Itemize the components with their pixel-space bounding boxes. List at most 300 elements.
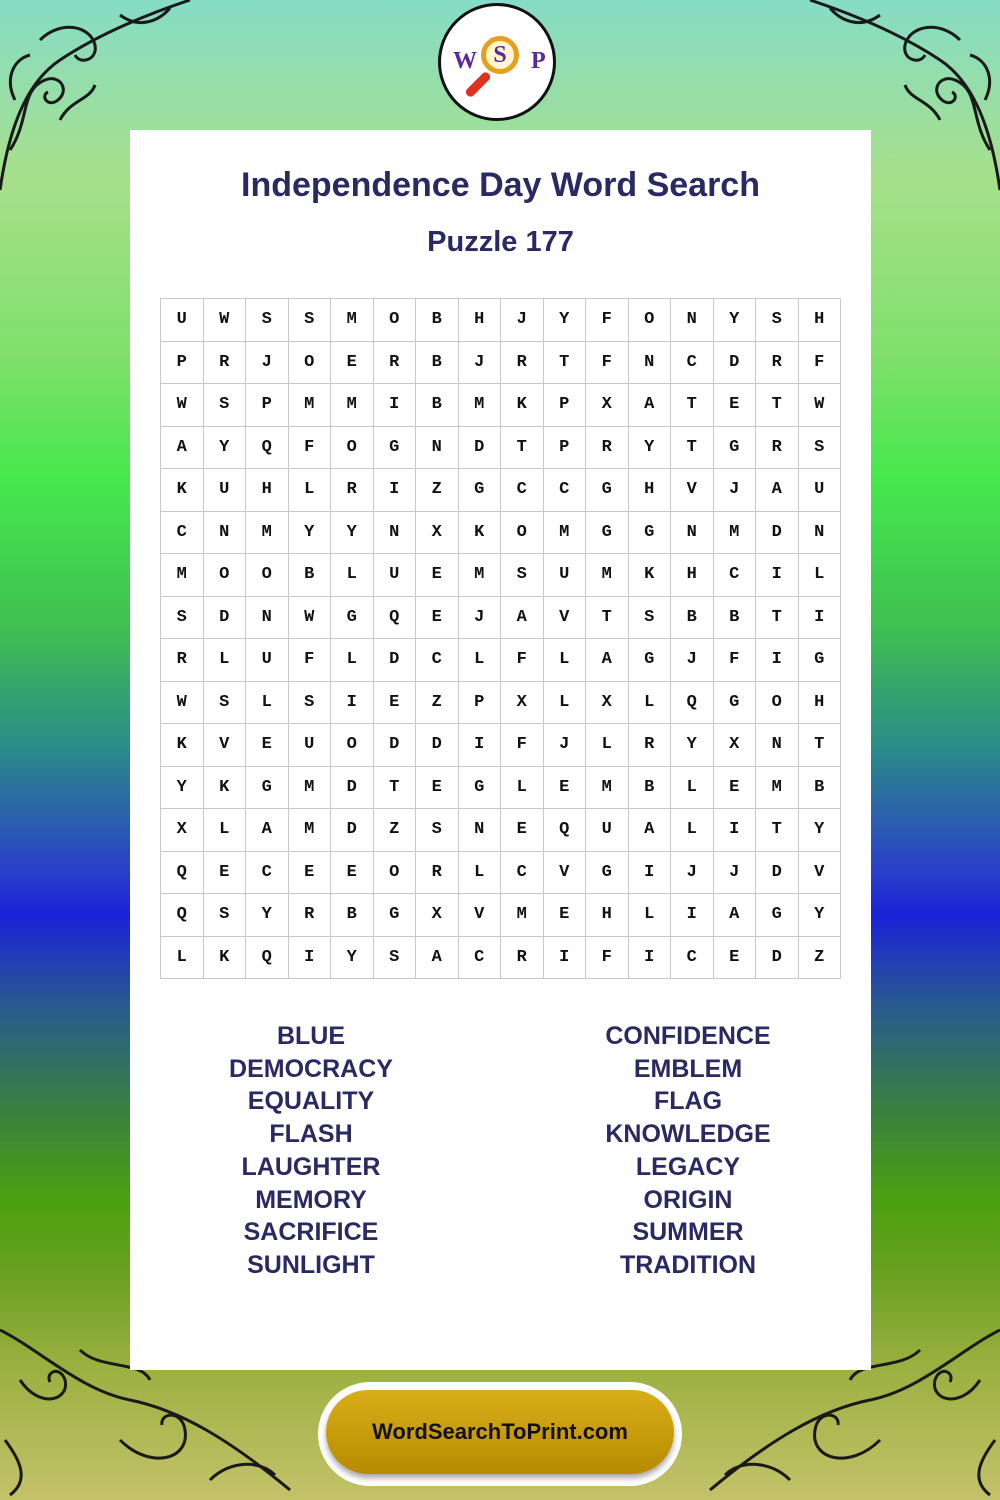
grid-cell[interactable]: C — [543, 469, 586, 512]
grid-cell[interactable]: L — [543, 681, 586, 724]
grid-cell[interactable]: I — [458, 724, 501, 767]
grid-cell[interactable]: O — [331, 724, 374, 767]
grid-cell[interactable]: T — [543, 341, 586, 384]
grid-cell[interactable]: G — [756, 894, 799, 937]
grid-cell[interactable]: L — [203, 639, 246, 682]
grid-cell[interactable]: B — [416, 341, 459, 384]
grid-cell[interactable]: Y — [798, 894, 841, 937]
grid-row — [161, 596, 841, 639]
grid-cell[interactable]: B — [798, 766, 841, 809]
grid-row — [161, 384, 841, 427]
page-title: Independence Day Word Search — [241, 166, 760, 204]
grid-cell[interactable]: R — [756, 341, 799, 384]
word-item: ORIGIN — [643, 1185, 733, 1214]
grid-cell[interactable]: R — [161, 639, 204, 682]
grid-cell[interactable]: O — [756, 681, 799, 724]
grid-cell[interactable]: E — [713, 766, 756, 809]
grid-row — [161, 639, 841, 682]
grid-row — [161, 809, 841, 852]
grid-cell[interactable]: N — [373, 511, 416, 554]
grid-cell[interactable]: J — [458, 341, 501, 384]
grid-cell[interactable]: G — [628, 511, 671, 554]
word-item: LAUGHTER — [241, 1152, 381, 1181]
grid-cell[interactable]: M — [288, 809, 331, 852]
grid-cell[interactable]: D — [373, 639, 416, 682]
grid-cell[interactable]: O — [331, 426, 374, 469]
grid-row — [161, 851, 841, 894]
grid-cell[interactable]: O — [246, 554, 289, 597]
grid-cell[interactable]: E — [543, 766, 586, 809]
grid-cell[interactable]: U — [161, 299, 204, 342]
word-item: MEMORY — [255, 1185, 367, 1214]
grid-cell[interactable]: A — [501, 596, 544, 639]
grid-cell[interactable]: I — [543, 936, 586, 979]
grid-cell[interactable]: K — [161, 724, 204, 767]
grid-cell[interactable]: O — [373, 299, 416, 342]
grid-cell[interactable]: Z — [798, 936, 841, 979]
word-item: TRADITION — [619, 1250, 757, 1279]
grid-cell[interactable]: M — [458, 554, 501, 597]
grid-cell[interactable]: L — [246, 681, 289, 724]
grid-cell[interactable]: T — [756, 809, 799, 852]
grid-cell[interactable]: B — [628, 766, 671, 809]
grid-cell[interactable]: K — [628, 554, 671, 597]
grid-cell[interactable]: E — [203, 851, 246, 894]
grid-cell[interactable]: F — [713, 639, 756, 682]
grid-cell[interactable]: R — [331, 469, 374, 512]
grid-cell[interactable]: Q — [373, 596, 416, 639]
grid-row — [161, 341, 841, 384]
grid-cell[interactable]: S — [203, 384, 246, 427]
grid-cell[interactable]: W — [288, 596, 331, 639]
grid-cell[interactable]: B — [416, 299, 459, 342]
grid-cell[interactable]: U — [373, 554, 416, 597]
grid-row — [161, 936, 841, 979]
grid-cell[interactable]: M — [246, 511, 289, 554]
grid-cell[interactable]: D — [331, 809, 374, 852]
grid-cell[interactable]: K — [501, 384, 544, 427]
grid-cell[interactable]: F — [501, 639, 544, 682]
grid-cell[interactable]: D — [331, 766, 374, 809]
grid-cell[interactable]: J — [713, 469, 756, 512]
word-item: SUMMER — [632, 1218, 744, 1247]
grid-cell[interactable]: W — [203, 299, 246, 342]
grid-cell[interactable]: J — [671, 639, 714, 682]
grid-cell[interactable]: L — [458, 851, 501, 894]
grid-cell[interactable]: P — [543, 384, 586, 427]
grid-cell[interactable]: Q — [246, 426, 289, 469]
grid-cell[interactable]: C — [416, 639, 459, 682]
grid-cell[interactable]: U — [288, 724, 331, 767]
grid-cell[interactable]: E — [331, 341, 374, 384]
grid-row — [161, 766, 841, 809]
grid-cell[interactable]: I — [671, 894, 714, 937]
grid-cell[interactable]: Q — [671, 681, 714, 724]
grid-cell[interactable]: I — [373, 384, 416, 427]
grid-cell[interactable]: R — [628, 724, 671, 767]
website-link[interactable]: WordSearchToPrint.com — [326, 1390, 674, 1474]
grid-cell[interactable]: S — [203, 681, 246, 724]
grid-cell[interactable]: N — [671, 511, 714, 554]
grid-cell[interactable]: L — [543, 639, 586, 682]
grid-cell[interactable]: L — [288, 469, 331, 512]
grid-row — [161, 724, 841, 767]
grid-cell[interactable]: I — [756, 554, 799, 597]
grid-cell[interactable]: U — [203, 469, 246, 512]
grid-cell[interactable]: M — [501, 894, 544, 937]
grid-cell[interactable]: E — [288, 851, 331, 894]
grid-cell[interactable]: G — [713, 426, 756, 469]
grid-cell[interactable]: J — [246, 341, 289, 384]
grid-cell[interactable]: F — [586, 341, 629, 384]
word-item: FLASH — [269, 1120, 353, 1149]
grid-row — [161, 511, 841, 554]
grid-cell[interactable]: E — [416, 554, 459, 597]
grid-cell[interactable]: N — [671, 299, 714, 342]
grid-cell[interactable]: P — [543, 426, 586, 469]
grid-cell[interactable]: N — [203, 511, 246, 554]
grid-cell[interactable]: G — [458, 469, 501, 512]
grid-cell[interactable]: E — [416, 766, 459, 809]
grid-cell[interactable]: A — [586, 639, 629, 682]
grid-cell[interactable]: E — [373, 681, 416, 724]
grid-cell[interactable]: G — [713, 681, 756, 724]
grid-cell[interactable]: U — [586, 809, 629, 852]
grid-cell[interactable]: D — [458, 426, 501, 469]
grid-cell[interactable]: X — [713, 724, 756, 767]
grid-cell[interactable]: L — [671, 766, 714, 809]
grid-cell[interactable]: E — [246, 724, 289, 767]
grid-cell[interactable]: H — [798, 681, 841, 724]
grid-cell[interactable]: X — [161, 809, 204, 852]
grid-cell[interactable]: S — [203, 894, 246, 937]
grid-row — [161, 299, 841, 342]
grid-cell[interactable]: Q — [543, 809, 586, 852]
grid-cell[interactable]: H — [458, 299, 501, 342]
grid-cell[interactable]: S — [373, 936, 416, 979]
magnifier-icon: S — [481, 36, 519, 74]
word-item: EQUALITY — [247, 1087, 375, 1116]
grid-cell[interactable]: M — [713, 511, 756, 554]
grid-cell[interactable]: Y — [161, 766, 204, 809]
grid-cell[interactable]: G — [628, 639, 671, 682]
word-item: SUNLIGHT — [247, 1250, 375, 1279]
grid-cell[interactable]: S — [798, 426, 841, 469]
grid-cell[interactable]: M — [331, 384, 374, 427]
grid-cell[interactable]: F — [288, 426, 331, 469]
grid-cell[interactable]: M — [586, 554, 629, 597]
word-item: EMBLEM — [633, 1054, 743, 1083]
word-list-left — [161, 1020, 461, 1282]
grid-cell[interactable]: P — [246, 384, 289, 427]
grid-cell[interactable]: J — [713, 851, 756, 894]
grid-cell[interactable]: S — [246, 299, 289, 342]
grid-cell[interactable]: X — [586, 681, 629, 724]
grid-cell[interactable]: H — [628, 469, 671, 512]
grid-cell[interactable]: Z — [416, 469, 459, 512]
grid-cell[interactable]: G — [246, 766, 289, 809]
grid-cell[interactable]: N — [756, 724, 799, 767]
grid-cell[interactable]: B — [671, 596, 714, 639]
grid-cell[interactable]: B — [288, 554, 331, 597]
grid-cell[interactable]: O — [628, 299, 671, 342]
grid-cell[interactable]: T — [586, 596, 629, 639]
letter-grid — [160, 298, 841, 979]
word-item: DEMOCRACY — [229, 1054, 393, 1083]
grid-cell[interactable]: A — [713, 894, 756, 937]
grid-cell[interactable]: Y — [288, 511, 331, 554]
grid-row — [161, 469, 841, 512]
grid-cell[interactable]: E — [713, 936, 756, 979]
grid-cell[interactable]: I — [628, 936, 671, 979]
word-item: BLUE — [276, 1022, 346, 1050]
grid-cell[interactable]: G — [586, 469, 629, 512]
grid-cell[interactable]: K — [161, 469, 204, 512]
grid-cell[interactable]: F — [288, 639, 331, 682]
grid-cell[interactable]: S — [288, 299, 331, 342]
grid-cell[interactable]: R — [373, 341, 416, 384]
grid-cell[interactable]: O — [288, 341, 331, 384]
grid-cell[interactable]: S — [628, 596, 671, 639]
grid-cell[interactable]: T — [501, 426, 544, 469]
grid-cell[interactable]: Z — [373, 809, 416, 852]
grid-cell[interactable]: I — [288, 936, 331, 979]
grid-cell[interactable]: M — [161, 554, 204, 597]
grid-cell[interactable]: U — [798, 469, 841, 512]
grid-cell[interactable]: J — [501, 299, 544, 342]
grid-cell[interactable]: T — [373, 766, 416, 809]
grid-cell[interactable]: X — [416, 511, 459, 554]
grid-cell[interactable]: J — [543, 724, 586, 767]
grid-cell[interactable]: Q — [246, 936, 289, 979]
grid-cell[interactable]: R — [288, 894, 331, 937]
grid-cell[interactable]: Y — [331, 936, 374, 979]
grid-cell[interactable]: N — [628, 341, 671, 384]
grid-cell[interactable]: K — [458, 511, 501, 554]
grid-cell[interactable]: K — [203, 936, 246, 979]
grid-cell[interactable]: X — [501, 681, 544, 724]
grid-cell[interactable]: C — [713, 554, 756, 597]
grid-cell[interactable]: I — [798, 596, 841, 639]
grid-cell[interactable]: D — [373, 724, 416, 767]
grid-cell[interactable]: A — [628, 809, 671, 852]
grid-cell[interactable]: G — [458, 766, 501, 809]
grid-cell[interactable]: N — [416, 426, 459, 469]
grid-cell[interactable]: X — [416, 894, 459, 937]
grid-cell[interactable]: E — [501, 809, 544, 852]
logo-letter-p: P — [531, 48, 546, 74]
grid-cell[interactable]: T — [756, 384, 799, 427]
grid-cell[interactable]: S — [756, 299, 799, 342]
grid-cell[interactable]: R — [756, 426, 799, 469]
grid-cell[interactable]: R — [203, 341, 246, 384]
grid-cell[interactable]: E — [713, 384, 756, 427]
grid-cell[interactable]: C — [501, 851, 544, 894]
grid-cell[interactable]: L — [331, 554, 374, 597]
grid-cell[interactable]: C — [671, 936, 714, 979]
grid-cell[interactable]: I — [373, 469, 416, 512]
grid-cell[interactable]: E — [331, 851, 374, 894]
word-item: SACRIFICE — [243, 1218, 379, 1247]
grid-row — [161, 681, 841, 724]
word-item: LEGACY — [635, 1152, 741, 1181]
grid-cell[interactable]: Q — [161, 851, 204, 894]
grid-cell[interactable]: I — [331, 681, 374, 724]
grid-cell[interactable]: E — [543, 894, 586, 937]
grid-cell[interactable]: C — [246, 851, 289, 894]
grid-cell[interactable]: M — [458, 384, 501, 427]
grid-cell[interactable]: Y — [246, 894, 289, 937]
grid-cell[interactable]: F — [586, 299, 629, 342]
grid-cell[interactable]: W — [161, 384, 204, 427]
grid-cell[interactable]: L — [798, 554, 841, 597]
grid-cell[interactable]: B — [713, 596, 756, 639]
grid-cell[interactable]: C — [458, 936, 501, 979]
grid-cell[interactable]: A — [416, 936, 459, 979]
grid-cell[interactable]: J — [458, 596, 501, 639]
grid-cell[interactable]: L — [586, 724, 629, 767]
grid-cell[interactable]: C — [161, 511, 204, 554]
grid-cell[interactable]: H — [246, 469, 289, 512]
grid-cell[interactable]: J — [671, 851, 714, 894]
grid-cell[interactable]: D — [756, 511, 799, 554]
grid-cell[interactable]: D — [756, 936, 799, 979]
grid-cell[interactable]: Q — [161, 894, 204, 937]
grid-cell[interactable]: H — [586, 894, 629, 937]
grid-cell[interactable]: K — [203, 766, 246, 809]
logo-letter-w: W — [453, 48, 477, 74]
grid-cell[interactable]: M — [586, 766, 629, 809]
grid-cell[interactable]: A — [246, 809, 289, 852]
grid-cell[interactable]: L — [161, 936, 204, 979]
grid-cell[interactable]: D — [416, 724, 459, 767]
grid-cell[interactable]: V — [203, 724, 246, 767]
grid-cell[interactable]: V — [543, 851, 586, 894]
grid-cell[interactable]: N — [458, 809, 501, 852]
grid-cell[interactable]: Y — [671, 724, 714, 767]
grid-cell[interactable]: B — [331, 894, 374, 937]
grid-cell[interactable]: F — [501, 724, 544, 767]
grid-cell[interactable]: F — [586, 936, 629, 979]
grid-cell[interactable]: U — [543, 554, 586, 597]
grid-cell[interactable]: S — [161, 596, 204, 639]
grid-cell[interactable]: A — [628, 384, 671, 427]
grid-cell[interactable]: M — [543, 511, 586, 554]
grid-cell[interactable]: L — [331, 639, 374, 682]
grid-cell[interactable]: A — [161, 426, 204, 469]
grid-cell[interactable]: D — [203, 596, 246, 639]
grid-cell[interactable]: B — [416, 384, 459, 427]
grid-cell[interactable]: W — [161, 681, 204, 724]
grid-cell[interactable]: U — [246, 639, 289, 682]
word-item: FLAG — [653, 1087, 723, 1116]
grid-cell[interactable]: H — [671, 554, 714, 597]
grid-cell[interactable]: N — [798, 511, 841, 554]
grid-cell[interactable]: L — [458, 639, 501, 682]
grid-cell[interactable]: I — [713, 809, 756, 852]
grid-cell[interactable]: V — [671, 469, 714, 512]
grid-cell[interactable]: S — [501, 554, 544, 597]
grid-cell[interactable]: L — [501, 766, 544, 809]
grid-cell[interactable]: N — [246, 596, 289, 639]
grid-cell[interactable]: M — [288, 384, 331, 427]
grid-cell[interactable]: O — [373, 851, 416, 894]
grid-cell[interactable]: Y — [798, 809, 841, 852]
grid-cell[interactable]: P — [161, 341, 204, 384]
grid-cell[interactable]: T — [798, 724, 841, 767]
grid-cell[interactable]: V — [543, 596, 586, 639]
grid-cell[interactable]: L — [203, 809, 246, 852]
grid-cell[interactable]: Y — [331, 511, 374, 554]
grid-cell[interactable]: C — [501, 469, 544, 512]
site-logo[interactable] — [438, 3, 556, 121]
grid-cell[interactable]: R — [501, 341, 544, 384]
grid-cell[interactable]: L — [628, 681, 671, 724]
grid-row — [161, 894, 841, 937]
grid-cell[interactable]: G — [373, 426, 416, 469]
grid-cell[interactable]: G — [586, 511, 629, 554]
grid-row — [161, 554, 841, 597]
grid-row — [161, 426, 841, 469]
footer-badge — [318, 1382, 682, 1486]
word-item: KNOWLEDGE — [605, 1120, 771, 1149]
grid-cell[interactable]: T — [671, 426, 714, 469]
grid-cell[interactable]: G — [373, 894, 416, 937]
grid-cell[interactable]: F — [798, 341, 841, 384]
grid-cell[interactable]: A — [756, 469, 799, 512]
grid-cell[interactable]: S — [288, 681, 331, 724]
grid-cell[interactable]: S — [416, 809, 459, 852]
grid-cell[interactable]: C — [671, 341, 714, 384]
grid-cell[interactable]: T — [756, 596, 799, 639]
grid-cell[interactable]: R — [416, 851, 459, 894]
grid-cell[interactable]: E — [416, 596, 459, 639]
grid-cell[interactable]: X — [586, 384, 629, 427]
grid-cell[interactable]: M — [288, 766, 331, 809]
grid-cell[interactable]: Y — [543, 299, 586, 342]
grid-cell[interactable]: W — [798, 384, 841, 427]
grid-cell[interactable]: D — [713, 341, 756, 384]
grid-cell[interactable]: G — [586, 851, 629, 894]
grid-cell[interactable]: R — [586, 426, 629, 469]
grid-cell[interactable]: T — [671, 384, 714, 427]
grid-cell[interactable]: P — [458, 681, 501, 724]
grid-cell[interactable]: V — [798, 851, 841, 894]
grid-cell[interactable]: G — [798, 639, 841, 682]
grid-cell[interactable]: O — [501, 511, 544, 554]
grid-cell[interactable]: O — [203, 554, 246, 597]
grid-cell[interactable]: Y — [628, 426, 671, 469]
word-list-right — [538, 1020, 838, 1282]
grid-cell[interactable]: D — [756, 851, 799, 894]
word-item: CONFIDENCE — [605, 1022, 771, 1050]
grid-cell[interactable]: I — [756, 639, 799, 682]
grid-cell[interactable]: I — [628, 851, 671, 894]
grid-cell[interactable]: G — [331, 596, 374, 639]
grid-cell[interactable]: L — [628, 894, 671, 937]
grid-cell[interactable]: R — [501, 936, 544, 979]
puzzle-number: Puzzle 177 — [427, 226, 574, 258]
grid-cell[interactable]: Y — [203, 426, 246, 469]
puzzle-card — [130, 130, 871, 1370]
grid-cell[interactable]: V — [458, 894, 501, 937]
grid-cell[interactable]: M — [331, 299, 374, 342]
grid-cell[interactable]: M — [756, 766, 799, 809]
grid-cell[interactable]: Y — [713, 299, 756, 342]
grid-cell[interactable]: L — [671, 809, 714, 852]
grid-cell[interactable]: H — [798, 299, 841, 342]
grid-cell[interactable]: Z — [416, 681, 459, 724]
